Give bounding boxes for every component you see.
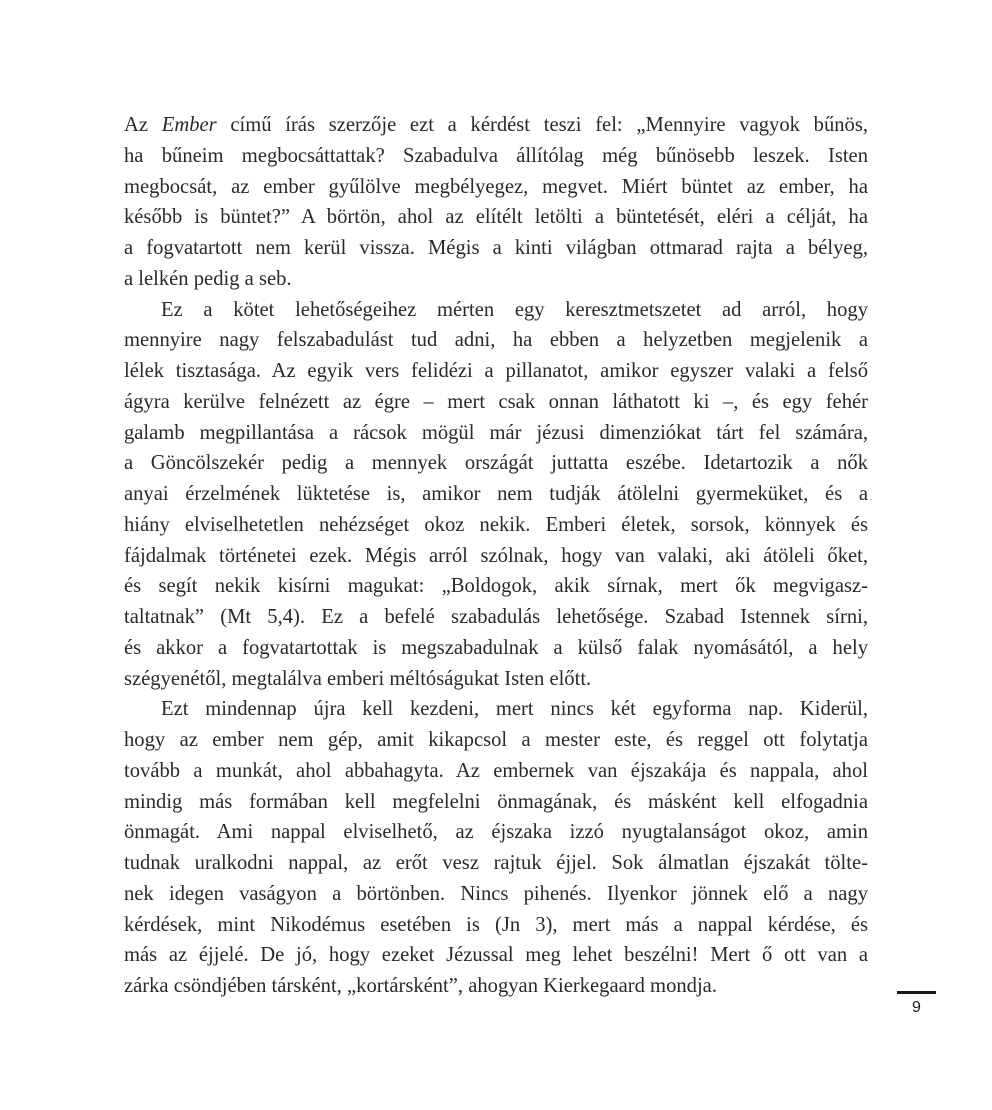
text-line: a fogvatartott nem kerül vissza. Mégis a kinti világban ottmarad rajta a bélyeg, [124, 237, 868, 259]
italic-title: Ember [161, 114, 217, 136]
text-line: anyai érzelmének lüktetése is, amikor nem tudják átölelni gyermeküket, és a [124, 483, 868, 505]
text-line: zárka csöndjében társként, „kortársként”, ahogyan Kierkegaard mondja. [124, 975, 717, 997]
text-line: és akkor a fogvatartottak is megszabadulnak a külső falak nyomásától, a hely [124, 636, 868, 659]
text-line: ha bűneim megbocsáttattak? Szabadulva állítólag még bűnösebb leszek. Isten [124, 144, 868, 167]
text-run: című írás szerzője ezt a kérdést teszi fel: „Mennyire vagyok bűnös, [216, 114, 868, 136]
footer-rule [897, 991, 936, 994]
text-line: tudnak uralkodni nappal, az erőt vesz rajtuk éjjel. Sok álmatlan éjszakát tölte- [124, 852, 868, 874]
paragraph-3 [124, 694, 868, 1002]
text-line: fájdalmak történetei ezek. Mégis arról szólnak, hogy van valaki, aki átöleli őket, [124, 544, 868, 567]
text-line: kérdések, mint Nikodémus esetében is (Jn 3), mert más a nappal kérdése, és [124, 913, 868, 936]
text-line: Ezt mindennap újra kell kezdeni, mert nincs két egyforma nap. Kiderül, [161, 698, 868, 721]
text-line: mindig más formában kell megfelelni önmagának, és másként kell elfogadnia [124, 790, 868, 813]
text-line: a Göncölszekér pedig a mennyek országát juttatta eszébe. Idetartozik a nők [124, 452, 868, 475]
text-line: a lelkén pedig a seb. [124, 267, 292, 290]
paragraph-2 [124, 295, 868, 695]
text-line: megbocsát, az ember gyűlölve megbélyegez, megvet. Miért büntet az ember, ha [124, 175, 868, 198]
paragraph-1 [124, 110, 868, 295]
text-line: mennyire nagy felszabadulást tud adni, ha ebben a helyzetben megjelenik a [124, 329, 868, 352]
text-line: ágyra kerülve felnézett az égre – mert csak onnan láthatott ki –, és egy fehér [124, 390, 868, 413]
text-line: később is büntet?” A börtön, ahol az elítélt letölti a büntetését, eléri a célját, ha [124, 206, 868, 229]
text-line: hogy az ember nem gép, amit kikapcsol a mester este, és reggel ott folytatja [124, 729, 868, 751]
text-line: lélek tisztasága. Az egyik vers felidézi a pillanatot, amikor egyszer valaki a felső [124, 360, 868, 382]
page-number: 9 [912, 999, 921, 1016]
text-line: szégyenétől, megtalálva emberi méltóságukat Isten előtt. [124, 667, 592, 690]
text-line: galamb megpillantása a rácsok mögül már jézusi dimenziókat tárt fel számára, [124, 421, 868, 444]
text-run: Az [124, 114, 162, 136]
text-line [124, 110, 868, 141]
text-line: hiány elviselhetetlen nehézséget okoz nekik. Emberi életek, sorsok, könnyek és [124, 513, 868, 536]
text-line: önmagát. Ami nappal elviselhető, az éjszaka izzó nyugtalanságot okoz, amin [124, 821, 868, 844]
text-line: taltatnak” (Mt 5,4). Ez a befelé szabadulás lehetősége. Szabad Istennek sírni, [124, 606, 868, 628]
text-line: Ez a kötet lehetőségeihez mérten egy keresztmetszetet ad arról, hogy [161, 298, 868, 321]
text-line: nek idegen vaságyon a börtönben. Nincs pihenés. Ilyenkor jönnek elő a nagy [124, 882, 868, 905]
text-line: és segít nekik kisírni magukat: „Boldogok, akik sírnak, mert ők megvigasz- [124, 575, 868, 598]
text-line: más az éjjelé. De jó, hogy ezeket Jézussal meg lehet beszélni! Mert ő ott van a [124, 944, 868, 967]
text-line: tovább a munkát, ahol abbahagyta. Az embernek van éjszakája és nappala, ahol [124, 759, 868, 782]
body-text [124, 110, 868, 1002]
